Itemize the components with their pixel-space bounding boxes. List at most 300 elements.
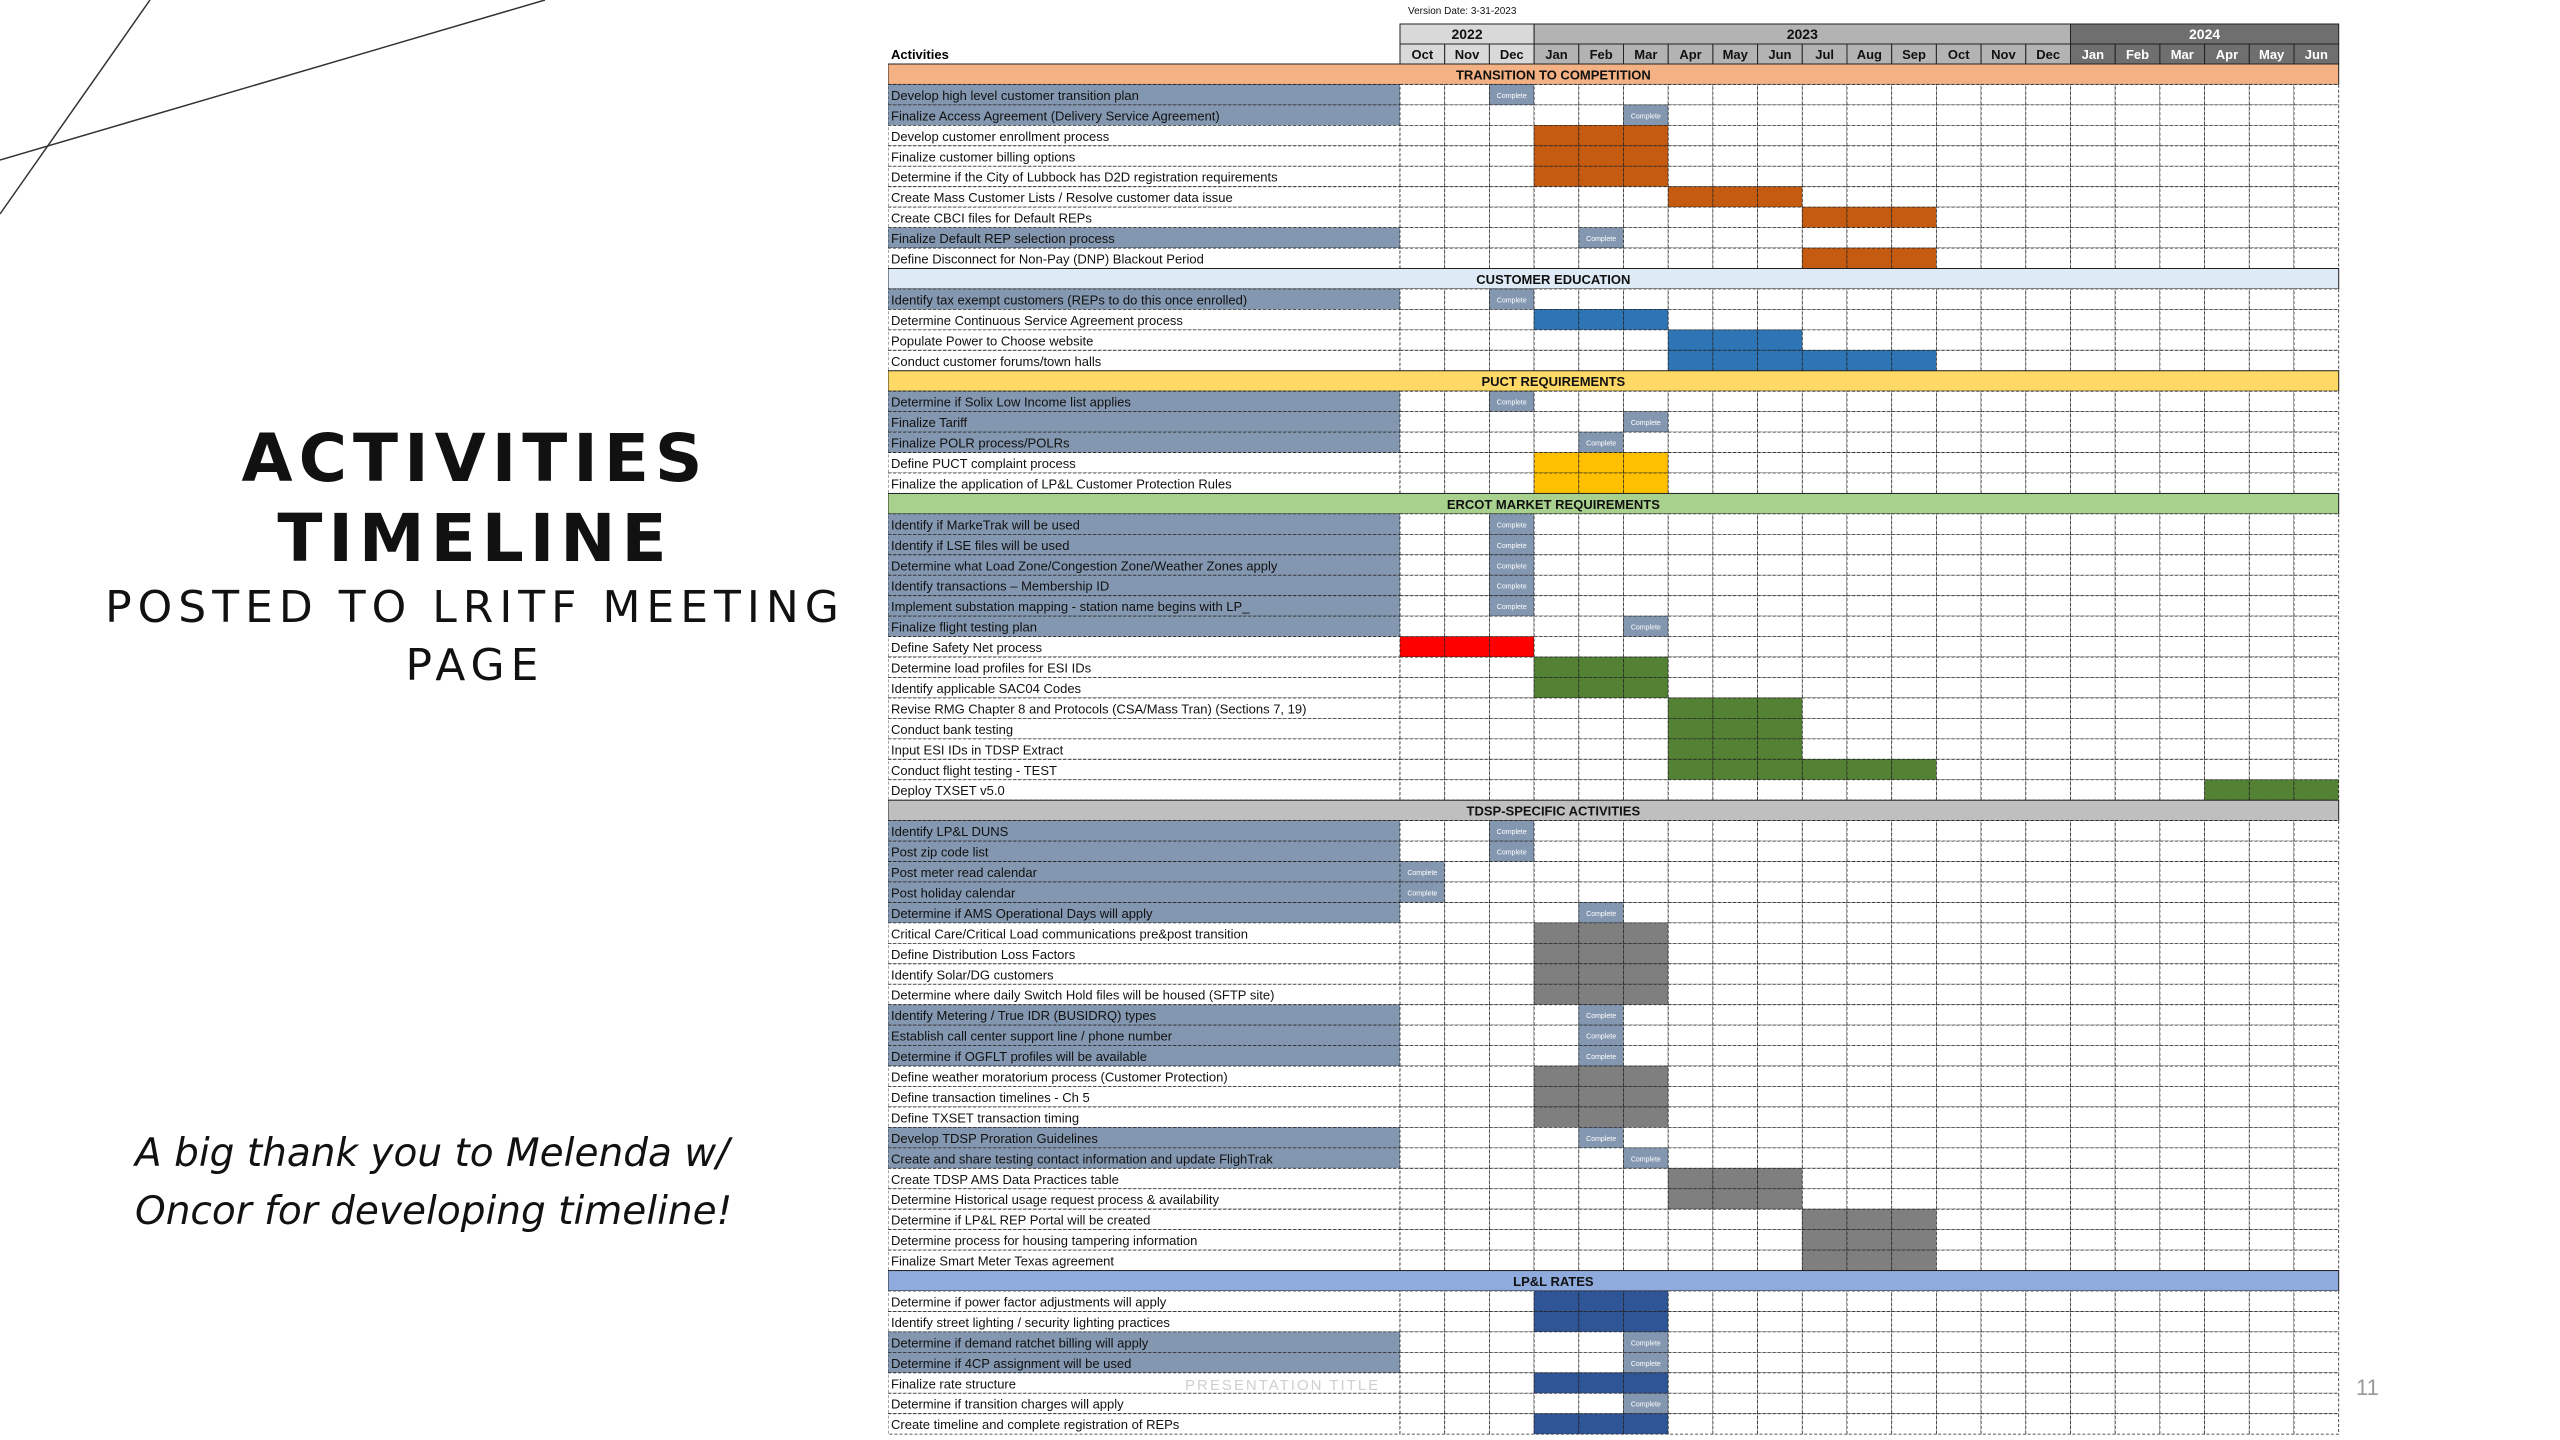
timeline-cell <box>1847 187 1892 207</box>
timeline-cell <box>1802 207 1847 227</box>
timeline-cell <box>1802 453 1847 473</box>
timeline-cell <box>1489 1107 1534 1127</box>
timeline-cell <box>1936 616 1981 636</box>
timeline-cell <box>2205 1393 2250 1413</box>
timeline-cell <box>1579 248 1624 268</box>
timeline-cell <box>1981 1230 2026 1250</box>
timeline-cell <box>1668 330 1713 350</box>
activity-label: Determine what Load Zone/Congestion Zone/Weather Zones apply <box>891 558 1278 574</box>
timeline-cell <box>2115 1209 2160 1229</box>
timeline-cell <box>1847 146 1892 166</box>
timeline-cell <box>1624 453 1669 473</box>
timeline-cell <box>1534 473 1579 493</box>
timeline-cell <box>2294 125 2339 145</box>
timeline-cell <box>2071 432 2116 452</box>
timeline-cell <box>1847 350 1892 370</box>
timeline-cell <box>1713 1066 1758 1086</box>
timeline-cell <box>2249 1250 2294 1270</box>
timeline-cell <box>1802 780 1847 800</box>
timeline-cell <box>1624 1291 1669 1311</box>
timeline-cell <box>1981 84 2026 104</box>
timeline-cell <box>1802 1373 1847 1393</box>
timeline-cell <box>1668 1107 1713 1127</box>
timeline-cell <box>1758 1209 1803 1229</box>
year-label: 2023 <box>1786 26 1818 42</box>
timeline-cell <box>2205 1414 2250 1434</box>
timeline-cell <box>1713 678 1758 698</box>
timeline-cell <box>1534 453 1579 473</box>
timeline-cell <box>2071 1209 2116 1229</box>
timeline-cell <box>1713 350 1758 370</box>
timeline-cell <box>1445 1046 1490 1066</box>
timeline-cell <box>1445 964 1490 984</box>
timeline-cell <box>1579 964 1624 984</box>
timeline-cell <box>2026 555 2071 575</box>
timeline-cell <box>2160 207 2205 227</box>
timeline-cell <box>1892 1230 1937 1250</box>
timeline-cell <box>1713 228 1758 248</box>
timeline-cell <box>2294 1414 2339 1434</box>
timeline-cell <box>2249 902 2294 922</box>
timeline-cell <box>2071 637 2116 657</box>
timeline-cell <box>1624 1250 1669 1270</box>
section-title: LP&L RATES <box>1513 1274 1594 1289</box>
timeline-cell <box>1624 759 1669 779</box>
timeline-cell <box>1445 1291 1490 1311</box>
timeline-cell <box>2071 1332 2116 1352</box>
timeline-cell <box>1579 105 1624 125</box>
timeline-cell <box>1892 1373 1937 1393</box>
timeline-cell <box>2294 289 2339 309</box>
timeline-cell <box>2160 1148 2205 1168</box>
timeline-cell <box>2205 1025 2250 1045</box>
timeline-cell <box>1713 964 1758 984</box>
timeline-cell <box>1668 289 1713 309</box>
timeline-cell <box>1892 1189 1937 1209</box>
timeline-cell <box>2294 698 2339 718</box>
timeline-cell <box>1892 923 1937 943</box>
timeline-cell <box>1981 637 2026 657</box>
timeline-cell <box>1847 1311 1892 1331</box>
timeline-cell <box>2026 718 2071 738</box>
timeline-cell <box>2115 984 2160 1004</box>
timeline-cell <box>2294 350 2339 370</box>
timeline-cell <box>2071 1148 2116 1168</box>
timeline-cell <box>2205 780 2250 800</box>
footer-placeholder: PRESENTATION TITLE <box>1185 1377 1381 1394</box>
timeline-cell <box>2071 514 2116 534</box>
timeline-cell <box>1668 391 1713 411</box>
timeline-cell <box>2294 309 2339 329</box>
timeline-cell <box>1892 902 1937 922</box>
timeline-cell <box>2071 350 2116 370</box>
timeline-cell <box>1624 534 1669 554</box>
timeline-cell <box>2205 1291 2250 1311</box>
timeline-cell <box>1892 105 1937 125</box>
timeline-cell <box>1936 1148 1981 1168</box>
timeline-cell <box>1936 391 1981 411</box>
year-label: 2024 <box>2189 26 2221 42</box>
timeline-cell <box>1981 780 2026 800</box>
timeline-cell <box>1624 718 1669 738</box>
timeline-cell <box>2071 309 2116 329</box>
timeline-cell <box>2205 902 2250 922</box>
timeline-cell <box>2294 453 2339 473</box>
timeline-cell <box>1624 1189 1669 1209</box>
timeline-cell <box>2026 678 2071 698</box>
timeline-cell <box>1713 1352 1758 1372</box>
timeline-cell <box>1981 964 2026 984</box>
timeline-cell <box>1624 637 1669 657</box>
timeline-cell <box>1847 1414 1892 1434</box>
timeline-cell <box>1981 514 2026 534</box>
timeline-cell <box>1713 473 1758 493</box>
timeline-cell <box>2294 964 2339 984</box>
timeline-cell <box>2026 984 2071 1004</box>
timeline-cell <box>1579 698 1624 718</box>
timeline-cell <box>2249 1373 2294 1393</box>
timeline-cell <box>2205 1087 2250 1107</box>
timeline-cell <box>2115 1046 2160 1066</box>
timeline-cell <box>1802 350 1847 370</box>
timeline-cell <box>1936 1005 1981 1025</box>
timeline-cell <box>1847 575 1892 595</box>
timeline-cell <box>1936 1332 1981 1352</box>
timeline-cell <box>1489 1373 1534 1393</box>
timeline-cell <box>1534 1230 1579 1250</box>
timeline-cell <box>1624 780 1669 800</box>
timeline-cell <box>2249 166 2294 186</box>
timeline-cell <box>1534 841 1579 861</box>
timeline-cell <box>2205 882 2250 902</box>
timeline-cell <box>1713 412 1758 432</box>
timeline-cell <box>1579 1393 1624 1413</box>
timeline-cell <box>1802 1046 1847 1066</box>
timeline-cell <box>1847 821 1892 841</box>
timeline-cell <box>1936 1066 1981 1086</box>
timeline-cell <box>2249 657 2294 677</box>
timeline-cell <box>1802 391 1847 411</box>
timeline-cell <box>1445 759 1490 779</box>
timeline-cell <box>2115 1352 2160 1372</box>
activity-label: Identify Metering / True IDR (BUSIDRQ) types <box>891 1008 1157 1024</box>
timeline-cell <box>2160 125 2205 145</box>
timeline-cell <box>1668 1332 1713 1352</box>
timeline-cell <box>1981 105 2026 125</box>
timeline-cell <box>2294 207 2339 227</box>
timeline-cell <box>1400 84 1445 104</box>
complete-label: Complete <box>1630 1401 1661 1409</box>
timeline-cell <box>1534 780 1579 800</box>
timeline-cell <box>1579 207 1624 227</box>
complete-label: Complete <box>1630 1156 1661 1164</box>
timeline-cell <box>1489 309 1534 329</box>
timeline-cell <box>2115 432 2160 452</box>
timeline-cell <box>1624 739 1669 759</box>
timeline-cell <box>1892 1168 1937 1188</box>
timeline-cell <box>1892 698 1937 718</box>
timeline-cell <box>1668 1025 1713 1045</box>
timeline-cell <box>1936 1393 1981 1413</box>
timeline-cell <box>1892 412 1937 432</box>
timeline-cell <box>1534 391 1579 411</box>
timeline-cell <box>1981 1025 2026 1045</box>
timeline-cell <box>1534 1107 1579 1127</box>
timeline-cell <box>1847 432 1892 452</box>
timeline-cell <box>1847 453 1892 473</box>
timeline-cell <box>2160 330 2205 350</box>
timeline-cell <box>2026 821 2071 841</box>
timeline-cell <box>1713 759 1758 779</box>
timeline-cell <box>1713 1168 1758 1188</box>
timeline-cell <box>1668 1250 1713 1270</box>
timeline-cell <box>1579 678 1624 698</box>
timeline-cell <box>1534 228 1579 248</box>
timeline-cell <box>1534 759 1579 779</box>
timeline-cell <box>1668 943 1713 963</box>
timeline-cell <box>1579 1311 1624 1331</box>
complete-label: Complete <box>1586 236 1617 244</box>
timeline-cell <box>2115 575 2160 595</box>
timeline-cell <box>1936 1087 1981 1107</box>
timeline-cell <box>1534 1291 1579 1311</box>
timeline-cell <box>2205 923 2250 943</box>
timeline-cell <box>2294 330 2339 350</box>
timeline-cell <box>1445 1332 1490 1352</box>
complete-label: Complete <box>1407 890 1438 898</box>
timeline-cell <box>2205 248 2250 268</box>
timeline-cell <box>2071 534 2116 554</box>
timeline-cell <box>2294 514 2339 534</box>
timeline-cell <box>1534 1209 1579 1229</box>
timeline-cell <box>1624 207 1669 227</box>
timeline-cell <box>2294 391 2339 411</box>
timeline-cell <box>1489 1087 1534 1107</box>
month-label: May <box>1722 47 1748 62</box>
timeline-cell <box>2249 1025 2294 1045</box>
timeline-cell <box>1981 1046 2026 1066</box>
timeline-cell <box>2026 596 2071 616</box>
timeline-cell <box>2071 1189 2116 1209</box>
timeline-cell <box>2160 514 2205 534</box>
timeline-cell <box>1936 718 1981 738</box>
timeline-cell <box>1534 350 1579 370</box>
timeline-cell <box>1579 923 1624 943</box>
timeline-cell <box>2160 1046 2205 1066</box>
timeline-cell <box>2115 412 2160 432</box>
timeline-cell <box>1758 1250 1803 1270</box>
timeline-cell <box>2026 575 2071 595</box>
timeline-cell <box>2249 555 2294 575</box>
timeline-cell <box>1624 882 1669 902</box>
timeline-cell <box>2115 821 2160 841</box>
timeline-cell <box>1624 923 1669 943</box>
timeline-cell <box>1936 984 1981 1004</box>
timeline-cell <box>1847 1168 1892 1188</box>
timeline-cell <box>1400 657 1445 677</box>
timeline-cell <box>1847 1230 1892 1250</box>
timeline-cell <box>1758 780 1803 800</box>
timeline-cell <box>1445 534 1490 554</box>
timeline-cell <box>1758 350 1803 370</box>
activity-label: Identify if LSE files will be used <box>891 537 1070 553</box>
timeline-cell <box>1713 1414 1758 1434</box>
timeline-cell <box>2115 1230 2160 1250</box>
timeline-cell <box>1579 718 1624 738</box>
timeline-cell <box>2071 187 2116 207</box>
timeline-cell <box>1847 759 1892 779</box>
section-title: CUSTOMER EDUCATION <box>1476 271 1631 287</box>
timeline-cell <box>2115 330 2160 350</box>
timeline-cell <box>1936 207 1981 227</box>
timeline-cell <box>1579 1168 1624 1188</box>
timeline-cell <box>1713 596 1758 616</box>
timeline-cell <box>1758 1066 1803 1086</box>
timeline-cell <box>2205 391 2250 411</box>
timeline-cell <box>1758 473 1803 493</box>
timeline-cell <box>2205 1230 2250 1250</box>
timeline-cell <box>2205 453 2250 473</box>
timeline-cell <box>2026 105 2071 125</box>
timeline-cell <box>1534 1393 1579 1413</box>
slide-subtitle-line1: POSTED TO LRITF MEETING <box>105 582 845 633</box>
timeline-cell <box>1802 473 1847 493</box>
timeline-cell <box>1892 330 1937 350</box>
timeline-cell <box>1579 739 1624 759</box>
timeline-cell <box>1981 984 2026 1004</box>
timeline-cell <box>2115 146 2160 166</box>
timeline-cell <box>1445 309 1490 329</box>
timeline-cell <box>2205 1046 2250 1066</box>
timeline-cell <box>2071 166 2116 186</box>
timeline-cell <box>1892 1352 1937 1372</box>
timeline-cell <box>1981 473 2026 493</box>
timeline-cell <box>2294 862 2339 882</box>
timeline-cell <box>2115 759 2160 779</box>
timeline-cell <box>2071 1066 2116 1086</box>
timeline-cell <box>1668 84 1713 104</box>
timeline-cell <box>1936 1107 1981 1127</box>
timeline-cell <box>2115 514 2160 534</box>
timeline-cell <box>2071 575 2116 595</box>
timeline-cell <box>1758 1087 1803 1107</box>
timeline-cell <box>1445 923 1490 943</box>
section-title: PUCT REQUIREMENTS <box>1481 374 1626 390</box>
timeline-cell <box>1981 432 2026 452</box>
timeline-cell <box>2115 207 2160 227</box>
timeline-cell <box>2294 105 2339 125</box>
timeline-cell <box>1936 84 1981 104</box>
timeline-cell <box>2071 923 2116 943</box>
timeline-cell <box>1847 718 1892 738</box>
timeline-cell <box>2294 1373 2339 1393</box>
activity-label: Define Safety Net process <box>891 640 1043 656</box>
timeline-cell <box>1802 657 1847 677</box>
timeline-cell <box>1758 1189 1803 1209</box>
timeline-cell <box>1713 1189 1758 1209</box>
timeline-cell <box>1892 534 1937 554</box>
timeline-cell <box>2294 575 2339 595</box>
timeline-cell <box>1936 248 1981 268</box>
timeline-cell <box>1668 1148 1713 1168</box>
timeline-cell <box>1489 412 1534 432</box>
timeline-cell <box>1400 984 1445 1004</box>
timeline-cell <box>1713 739 1758 759</box>
timeline-cell <box>1892 943 1937 963</box>
timeline-cell <box>1534 964 1579 984</box>
timeline-cell <box>2115 187 2160 207</box>
timeline-cell <box>2249 1352 2294 1372</box>
timeline-cell <box>1624 350 1669 370</box>
timeline-cell <box>1847 473 1892 493</box>
timeline-cell <box>2160 718 2205 738</box>
activity-label: Conduct customer forums/town halls <box>891 353 1102 369</box>
timeline-cell <box>2160 391 2205 411</box>
timeline-cell <box>2026 739 2071 759</box>
timeline-cell <box>2294 1148 2339 1168</box>
timeline-cell <box>2160 1168 2205 1188</box>
timeline-cell <box>1936 1168 1981 1188</box>
timeline-cell <box>2160 616 2205 636</box>
timeline-cell <box>2205 759 2250 779</box>
complete-label: Complete <box>1630 420 1661 428</box>
activity-label: Identify street lighting / security lighting practices <box>891 1314 1170 1330</box>
timeline-cell <box>2249 1209 2294 1229</box>
timeline-cell <box>2115 964 2160 984</box>
timeline-cell <box>1981 943 2026 963</box>
timeline-cell <box>2026 166 2071 186</box>
timeline-cell <box>2205 207 2250 227</box>
timeline-cell <box>1668 1209 1713 1229</box>
timeline-cell <box>2205 984 2250 1004</box>
timeline-cell <box>1936 1352 1981 1372</box>
timeline-cell <box>1802 166 1847 186</box>
timeline-cell <box>1981 759 2026 779</box>
timeline-cell <box>1445 453 1490 473</box>
timeline-cell <box>1624 187 1669 207</box>
timeline-cell <box>1579 125 1624 145</box>
timeline-cell <box>1802 1087 1847 1107</box>
timeline-cell <box>2249 350 2294 370</box>
timeline-cell <box>1847 1148 1892 1168</box>
timeline-cell <box>1668 1005 1713 1025</box>
activity-label: Develop TDSP Proration Guidelines <box>891 1130 1098 1146</box>
timeline-cell <box>1758 289 1803 309</box>
timeline-cell <box>1758 309 1803 329</box>
timeline-cell <box>2205 943 2250 963</box>
timeline-cell <box>1400 1311 1445 1331</box>
timeline-cell <box>1713 1148 1758 1168</box>
timeline-cell <box>2115 882 2160 902</box>
timeline-cell <box>1445 718 1490 738</box>
timeline-cell <box>2205 657 2250 677</box>
timeline-cell <box>1579 616 1624 636</box>
timeline-cell <box>1936 923 1981 943</box>
timeline-cell <box>1758 187 1803 207</box>
timeline-cell <box>1445 432 1490 452</box>
timeline-cell <box>1758 575 1803 595</box>
timeline-cell <box>1758 862 1803 882</box>
timeline-cell <box>2071 391 2116 411</box>
timeline-cell <box>1668 146 1713 166</box>
timeline-cell <box>1981 412 2026 432</box>
timeline-cell <box>2249 821 2294 841</box>
timeline-cell <box>1445 1066 1490 1086</box>
complete-label: Complete <box>1407 870 1438 877</box>
timeline-cell <box>2205 1066 2250 1086</box>
timeline-cell <box>1668 964 1713 984</box>
timeline-cell <box>1445 984 1490 1004</box>
